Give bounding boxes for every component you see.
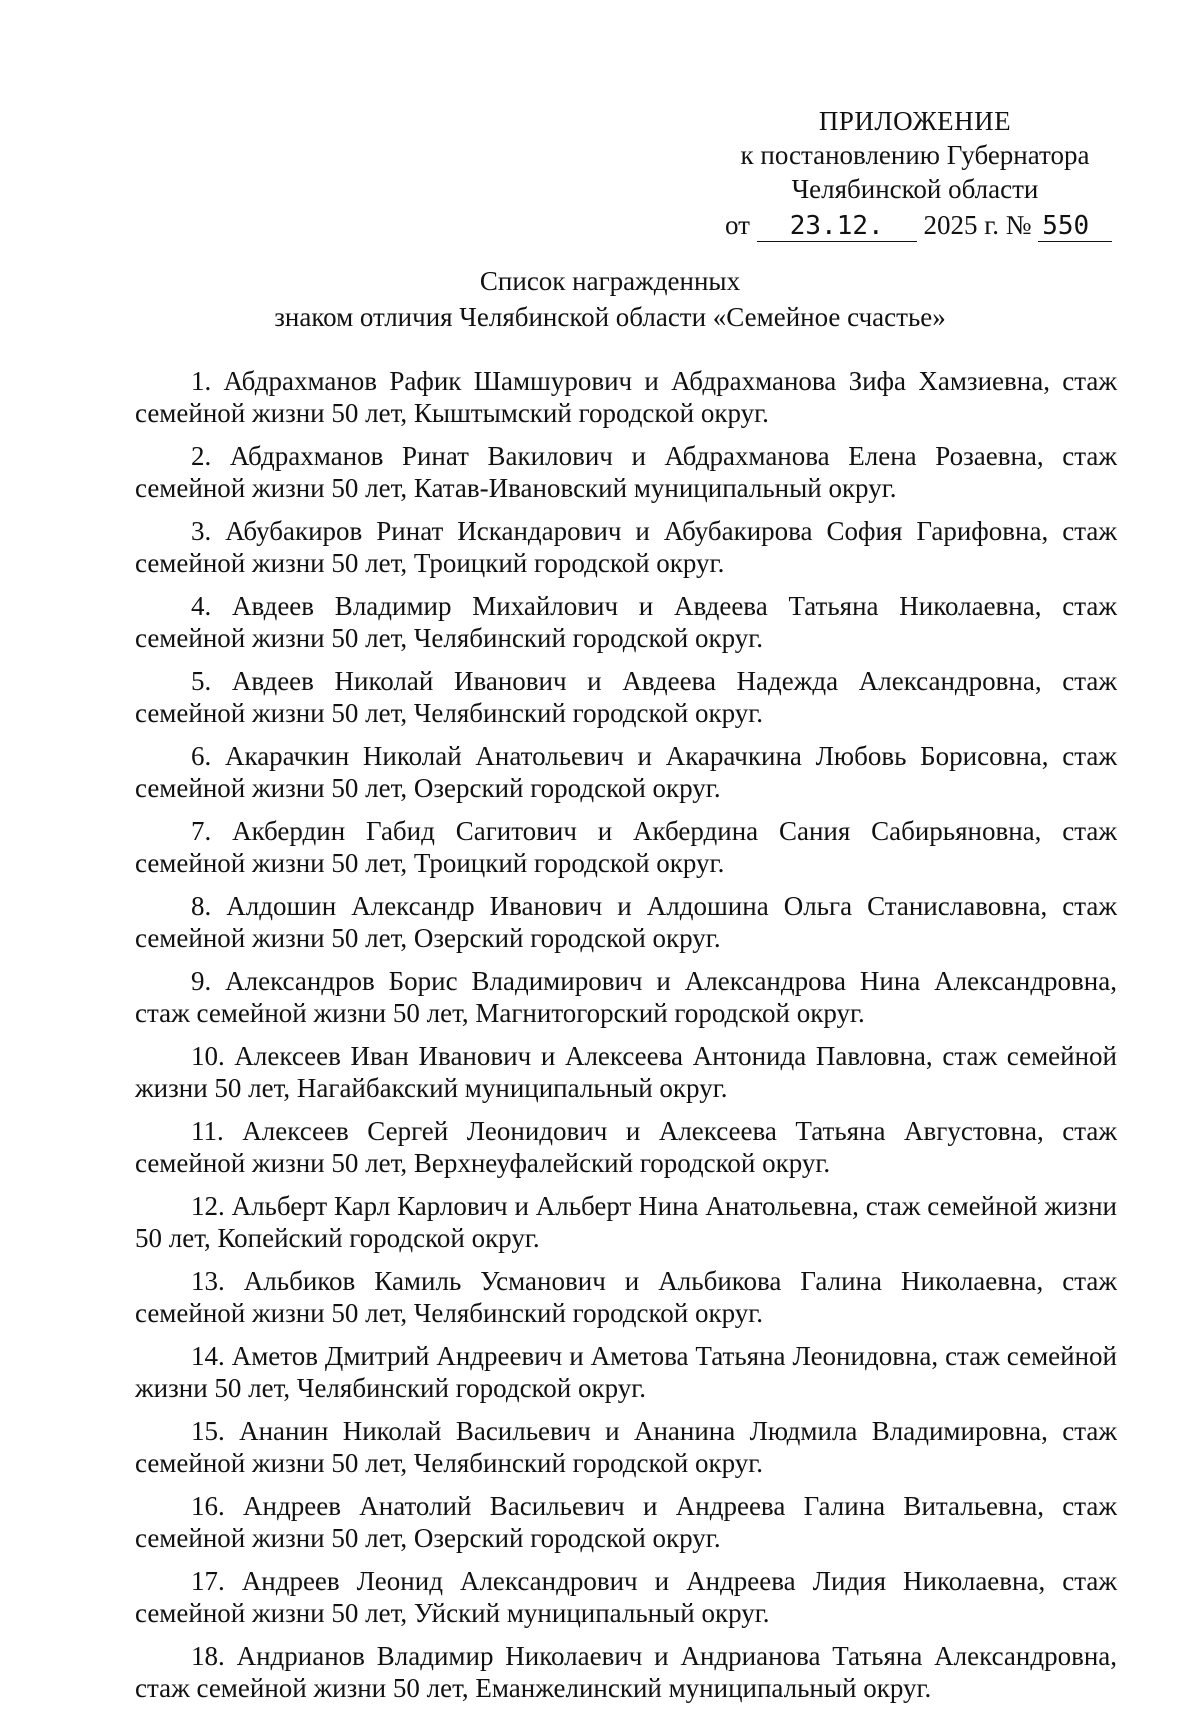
appendix-line-2: Челябинской области xyxy=(791,174,1039,204)
list-item: 7. Акбердин Габид Сагитович и Акбердина Сания Сабирьяновна, стаж семейной жизни 50 лет, Троицкий городской округ. xyxy=(135,816,1117,878)
appendix-heading: ПРИЛОЖЕНИЕ xyxy=(818,106,1012,136)
list-item: 11. Алексеев Сергей Леонидович и Алексеева Татьяна Августовна, стаж семейной жизни 50 лет, Верхнеуфалейский городской округ. xyxy=(135,1116,1117,1178)
year-text: 2025 г. № xyxy=(923,210,1032,240)
list-item: 13. Альбиков Камиль Усманович и Альбикова Галина Николаевна, стаж семейной жизни 50 лет, Челябинский городской округ. xyxy=(135,1266,1117,1328)
list-item: 9. Александров Борис Владимирович и Александрова Нина Александровна, стаж семейной жизни 50 лет, Магнитогорский городской округ. xyxy=(135,966,1117,1028)
list-item: 10. Алексеев Иван Иванович и Алексеева Антонида Павловна, стаж семейной жизни 50 лет, Нагайбакский муниципальный округ. xyxy=(135,1041,1117,1103)
list-item: 14. Аметов Дмитрий Андреевич и Аметова Татьяна Леонидовна, стаж семейной жизни 50 лет, Челябинский городской округ. xyxy=(135,1341,1117,1403)
list-title-line-1: Список награжденных xyxy=(479,266,741,296)
list-item: 5. Авдеев Николай Иванович и Авдеева Надежда Александровна, стаж семейной жизни 50 лет, Челябинский городской округ. xyxy=(135,666,1117,728)
list-item: 6. Акарачкин Николай Анатольевич и Акарачкина Любовь Борисовна, стаж семейной жизни 50 лет, Озерский городской округ. xyxy=(135,741,1117,803)
decree-date: 23.12. xyxy=(757,211,917,242)
appendix-date-line xyxy=(700,208,1130,242)
list-item: 15. Ананин Николай Васильевич и Ананина Людмила Владимировна, стаж семейной жизни 50 лет, Челябинский городской округ. xyxy=(135,1416,1117,1478)
list-item: 8. Алдошин Александр Иванович и Алдошина Ольга Станиславовна, стаж семейной жизни 50 лет, Озерский городской округ. xyxy=(135,891,1117,953)
list-item: 2. Абдрахманов Ринат Вакилович и Абдрахманова Елена Розаевна, стаж семейной жизни 50 лет, Катав-Ивановский муниципальный округ. xyxy=(135,441,1117,503)
list-title xyxy=(110,263,1110,335)
list-item: 4. Авдеев Владимир Михайлович и Авдеева Татьяна Николаевна, стаж семейной жизни 50 лет, Челябинский городской округ. xyxy=(135,591,1117,653)
appendix-line-1: к постановлению Губернатора xyxy=(740,140,1090,170)
list-item: 17. Андреев Леонид Александрович и Андреева Лидия Николаевна, стаж семейной жизни 50 лет, Уйский муниципальный округ. xyxy=(135,1566,1117,1628)
list-item: 1. Абдрахманов Рафик Шамшурович и Абдрахманова Зифа Хамзиевна, стаж семейной жизни 50 лет, Кыштымский городской округ. xyxy=(135,366,1117,428)
list-item: 3. Абубакиров Ринат Искандарович и Абубакирова София Гарифовна, стаж семейной жизни 50 лет, Троицкий городской округ. xyxy=(135,516,1117,578)
list-item: 16. Андреев Анатолий Васильевич и Андреева Галина Витальевна, стаж семейной жизни 50 лет, Озерский городской округ. xyxy=(135,1491,1117,1553)
list-title-line-2: знаком отличия Челябинской области «Семейное счастье» xyxy=(274,302,946,332)
list-item: 18. Андрианов Владимир Николаевич и Андрианова Татьяна Александровна, стаж семейной жизни 50 лет, Еманжелинский муниципальный округ. xyxy=(135,1641,1117,1703)
awardees-list xyxy=(135,365,1117,1715)
appendix-block xyxy=(700,104,1130,242)
list-item: 12. Альберт Карл Карлович и Альберт Нина Анатольевна, стаж семейной жизни 50 лет, Копейский городской округ. xyxy=(135,1191,1117,1253)
date-prefix: от xyxy=(725,210,750,240)
decree-number: 550 xyxy=(1038,211,1112,242)
